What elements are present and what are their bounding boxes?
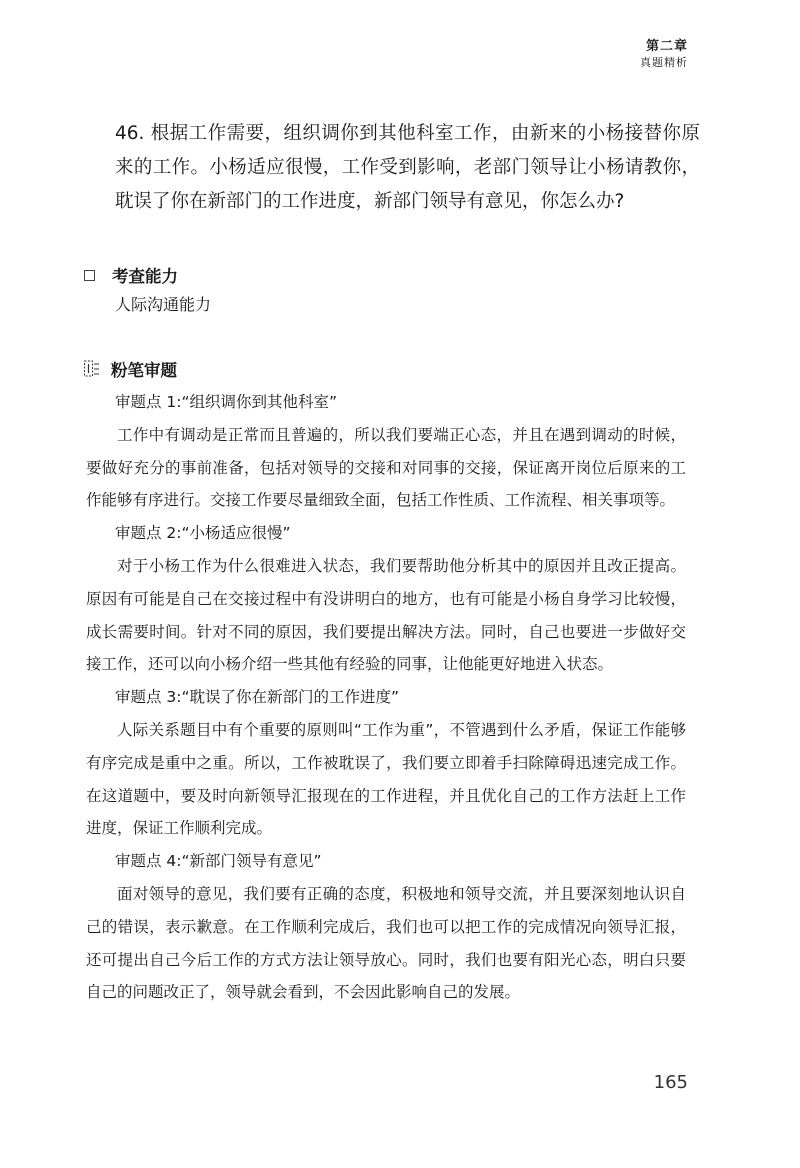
question-text: 46. 根据工作需要，组织调你到其他科室工作，由新来的小杨接替你原来的工作。小杨适应很慢，工作受到影响，老部门领导让小杨请教你，耽误了你在新部门的工作进度，新部门领导有意见，你怎么办?: [115, 123, 700, 212]
point-title: 审题点 1:“组织调你到其他科室”: [115, 393, 338, 411]
ability-content: 人际沟通能力: [115, 295, 212, 314]
checkbox-icon: [84, 270, 95, 281]
ability-title: 考查能力: [112, 267, 178, 286]
point-paragraph: 面对领导的意见，我们要有正确的态度，积极地和领导交流，并且要深刻地认识自己的错误，表示歉意。在工作顺利完成后，我们也可以把工作的完成情况向领导汇报，还可提出自己今后工作的方式方法让领导放心。同时，我们也要有阳光心态，明白只要自己的问题改正了，领导就会看到，不会因此影响自己的发展。: [86, 884, 686, 1002]
analysis-heading: [83, 357, 177, 381]
point-paragraph: 对于小杨工作为什么很难进入状态，我们要帮助他分析其中的原因并且改正提高。原因有可能是自己在交接过程中有没讲明白的地方，也有可能是小杨自身学习比较慢，成长需要时间。针对不同的原因，我们要提出解决方法。同时，自己也要进一步做好交接工作，还可以向小杨介绍一些其他有经验的同事，让他能更好地进入状态。: [86, 556, 686, 674]
analysis-body: [86, 386, 686, 1009]
point-title: 审题点 3:“耽误了你在新部门的工作进度”: [115, 688, 400, 707]
point-paragraph: 工作中有调动是正常而且普遍的，所以我们要端正心态，并且在遇到调动的时候，要做好充分的事前准备，包括对领导的交接和对同事的交接，保证离开岗位后原来的工作能够有序进行。交接工作要尽量细致全面，包括工作性质、工作流程、相关事项等。: [86, 425, 686, 510]
analysis-title: 粉笔审题: [111, 361, 177, 380]
chapter-label: 第二章: [645, 39, 688, 54]
ability-heading: [83, 263, 178, 287]
section-label: 真题精析: [640, 55, 688, 69]
running-header: [640, 38, 688, 70]
page-number: 165: [653, 1072, 688, 1093]
point-paragraph: 人际关系题目中有个重要的原则叫“工作为重”，不管遇到什么矛盾，保证工作能够有序完成是重中之重。所以，工作被耽误了，我们要立即着手扫除障碍迅速完成工作。在这道题中，要及时向新领导汇报现在的工作进程，并且优化自己的工作方法赶上工作进度，保证工作顺利完成。: [86, 720, 686, 838]
point-title: 审题点 4:“新部门领导有意见”: [115, 852, 322, 871]
point-title: 审题点 2:“小杨适应很慢”: [115, 524, 291, 543]
pencil-icon: [83, 359, 101, 379]
